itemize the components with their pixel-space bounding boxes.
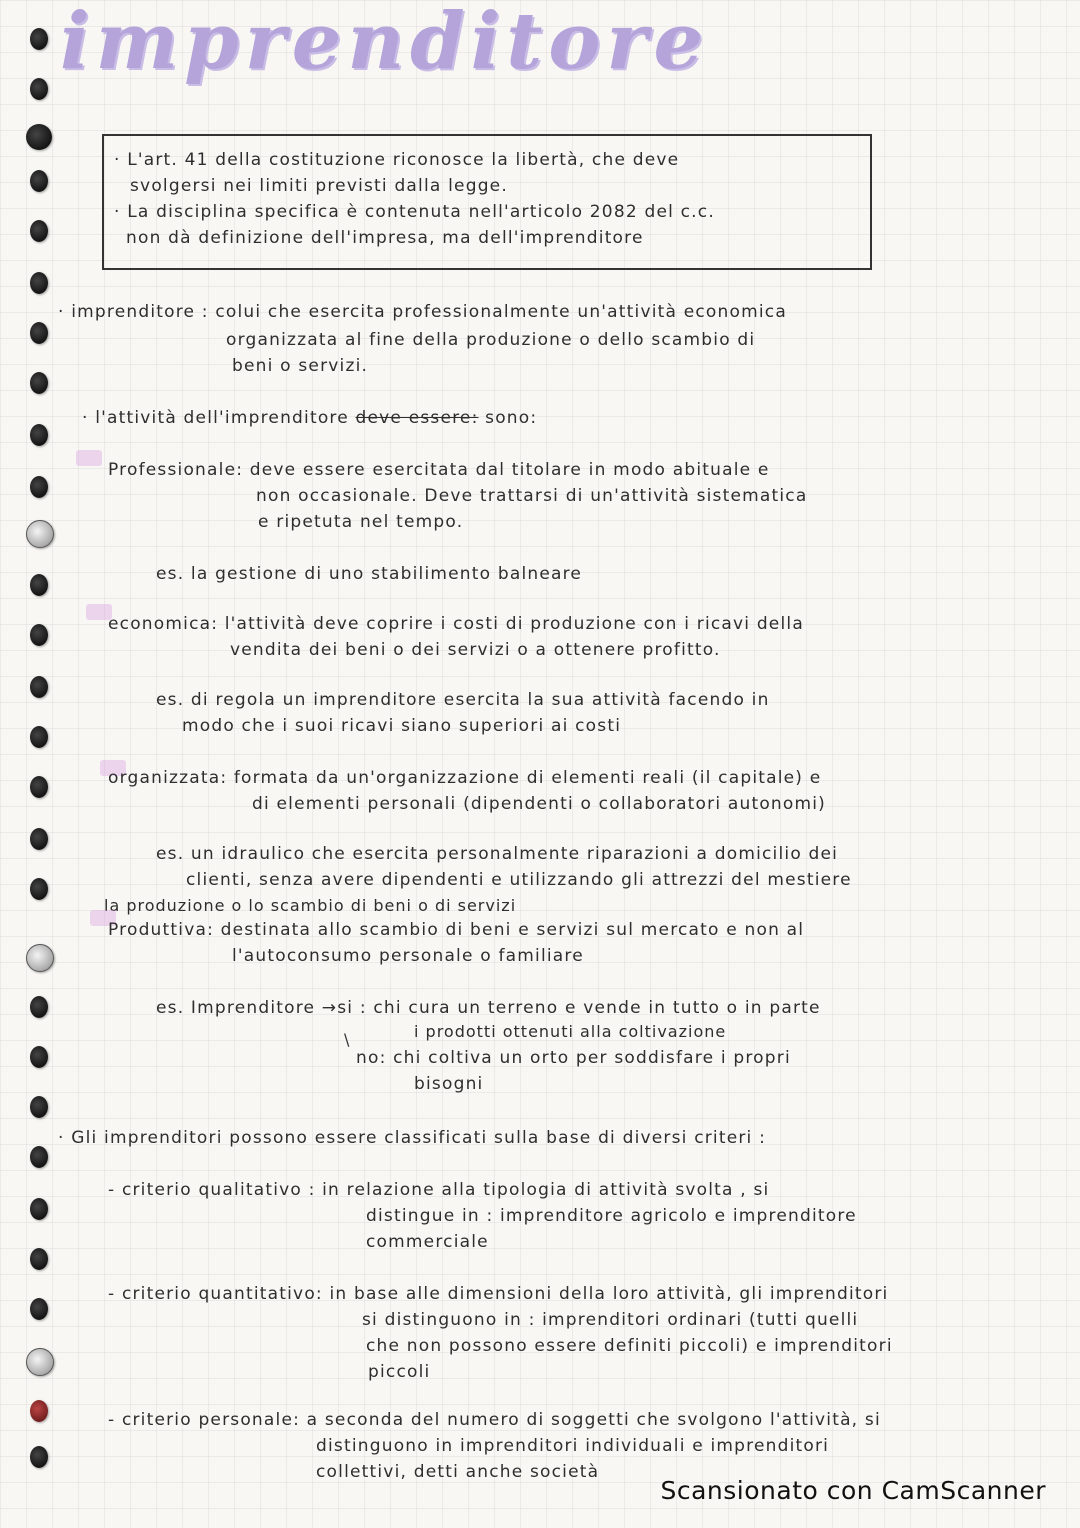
spiral-hole [30,1198,48,1220]
activity-intro-suffix: sono: [478,408,538,428]
spiral-hole [26,124,52,150]
box-line: · La disciplina specifica è contenuta nell'articolo 2082 del c.c. [114,202,715,222]
produttiva-line: l'autoconsumo personale o familiare [232,946,584,966]
spiral-hole [30,1400,48,1422]
spiral-hole [30,170,48,192]
criterio-personale: collettivi, detti anche società [316,1462,600,1482]
economica-example: es. di regola un imprenditore esercita la sua attività facendo in [156,690,770,710]
produttiva-line: Produttiva: destinata allo scambio di beni e servizi sul mercato e non al [108,920,805,940]
branch-arrow-icon: \ [344,1030,350,1049]
criterio-quantitativo: piccoli [368,1362,431,1382]
activity-intro [82,408,537,428]
professionale-example: es. la gestione di uno stabilimento balneare [156,564,583,584]
criterio-qualitativo: - criterio qualitativo : in relazione alla tipologia di attività svolta , si [108,1180,770,1200]
spiral-hole [30,676,48,698]
spiral-hole [30,1096,48,1118]
activity-intro-prefix: · l'attività dell'imprenditore [82,408,349,428]
box-line: · L'art. 41 della costituzione riconosce la libertà, che deve [114,150,680,170]
produttiva-example: es. Imprenditore →si : chi cura un terreno e vende in tutto o in parte [156,998,821,1018]
spiral-hole [30,828,48,850]
spiral-hole [30,574,48,596]
organizzata-line: organizzata: formata da un'organizzazione di elementi reali (il capitale) e [108,768,822,788]
spiral-hole [30,1146,48,1168]
criterio-personale: distinguono in imprenditori individuali e imprenditori [316,1436,830,1456]
organizzata-example: clienti, senza avere dipendenti e utilizzando gli attrezzi del mestiere [186,870,852,890]
spiral-hole [30,322,48,344]
spiral-hole [30,28,48,50]
box-line: non dà definizione dell'impresa, ma dell'imprenditore [126,228,644,248]
spiral-hole [30,878,48,900]
spiral-hole [30,776,48,798]
spiral-hole [30,1248,48,1270]
criterio-quantitativo: che non possono essere definiti piccoli) e imprenditori [366,1336,893,1356]
produttiva-pre: la produzione o lo scambio di beni o di servizi [104,896,517,915]
professionale-line: Professionale: deve essere esercitata dal titolare in modo abituale e [108,460,770,480]
economica-example: modo che i suoi ricavi siano superiori ai costi [182,716,622,736]
page-title: imprenditore [60,0,710,87]
criterio-personale: - criterio personale: a seconda del numero di soggetti che svolgono l'attività, si [108,1410,881,1430]
spiral-hole [30,220,48,242]
spiral-hole [26,1348,54,1376]
spiral-hole [30,726,48,748]
organizzata-example: es. un idraulico che esercita personalmente riparazioni a domicilio dei [156,844,839,864]
criterio-qualitativo: distingue in : imprenditore agricolo e imprenditore [366,1206,857,1226]
spiral-hole [30,624,48,646]
definition-line: beni o servizi. [232,356,369,376]
produttiva-example: i prodotti ottenuti alla coltivazione [414,1022,727,1041]
notebook-spiral-holes [26,20,56,1520]
professionale-line: e ripetuta nel tempo. [258,512,464,532]
economica-line: economica: l'attività deve coprire i costi di produzione con i ricavi della [108,614,804,634]
definition-line: · imprenditore : colui che esercita professionalmente un'attività economica [58,302,787,322]
criterio-quantitativo: - criterio quantitativo: in base alle dimensioni della loro attività, gli imprenditori [108,1284,889,1304]
highlight-mark [76,450,102,466]
spiral-hole [30,372,48,394]
spiral-hole [30,1046,48,1068]
spiral-hole [30,476,48,498]
classification-intro: · Gli imprenditori possono essere classificati sulla base di diversi criteri : [58,1128,767,1148]
produttiva-example: no: chi coltiva un orto per soddisfare i propri [356,1048,791,1068]
criterio-quantitativo: si distinguono in : imprenditori ordinari (tutti quelli [362,1310,859,1330]
definition-line: organizzata al fine della produzione o dello scambio di [226,330,756,350]
scanner-watermark: Scansionato con CamScanner [660,1476,1046,1505]
economica-line: vendita dei beni o dei servizi o a ottenere profitto. [230,640,721,660]
spiral-hole [30,996,48,1018]
organizzata-line: di elementi personali (dipendenti o collaboratori autonomi) [252,794,827,814]
spiral-hole [26,944,54,972]
professionale-line: non occasionale. Deve trattarsi di un'attività sistematica [256,486,808,506]
criterio-qualitativo: commerciale [366,1232,489,1252]
spiral-hole [30,78,48,100]
spiral-hole [26,520,54,548]
box-line: svolgersi nei limiti previsti dalla legge. [130,176,508,196]
produttiva-example: bisogni [414,1074,484,1094]
spiral-hole [30,1446,48,1468]
activity-intro-struck: deve essere: [355,408,479,428]
spiral-hole [30,424,48,446]
spiral-hole [30,272,48,294]
spiral-hole [30,1298,48,1320]
